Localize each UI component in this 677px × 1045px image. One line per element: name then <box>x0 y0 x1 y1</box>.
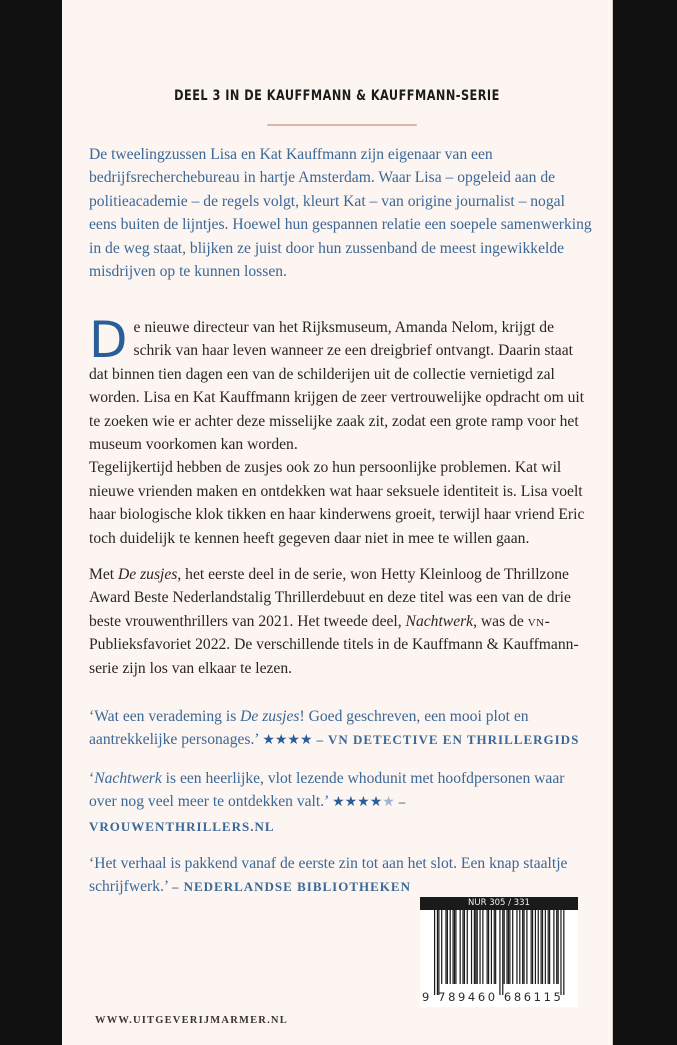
book-back-cover <box>62 0 613 1045</box>
quote-text: ‘ <box>89 769 95 787</box>
vn-abbrev: vn <box>527 612 545 630</box>
barcode-bar <box>526 910 527 984</box>
barcode-bar <box>464 910 465 984</box>
isbn-barcode <box>420 897 578 1007</box>
barcode-bar <box>553 910 554 984</box>
quote-text: ‘Wat een verademing is <box>89 708 241 725</box>
barcode-bar <box>455 910 456 984</box>
barcode-bar <box>516 910 517 984</box>
half-star-icon: ★ <box>382 795 395 811</box>
barcode-bar <box>482 910 483 984</box>
star-rating-icon <box>262 733 312 748</box>
barcode-bar <box>488 910 489 984</box>
barcode-bar <box>499 910 500 995</box>
barcode-bar <box>460 910 461 984</box>
barcode-bar <box>437 910 438 995</box>
barcode-bar <box>545 910 546 984</box>
barcode-bar <box>509 910 510 984</box>
barcode-bar <box>560 910 561 995</box>
awards-text: , het eerste deel in de serie, won Hetty Kleinloog de Thrillzone Award Beste Nederlandstalig Thrillerdebuut en deze titel was een van de drie beste vrouwenthrillers van 2021. Het tweede deel, <box>89 566 571 630</box>
barcode-bar <box>523 910 524 984</box>
barcode-bar <box>541 910 542 984</box>
barcode-bar <box>434 910 435 995</box>
barcode-bar <box>491 910 492 984</box>
barcode-bar <box>538 910 539 984</box>
barcode-bar <box>563 910 564 995</box>
barcode-bar <box>531 910 532 984</box>
barcode-bar <box>522 910 523 984</box>
barcode-bar <box>438 910 439 995</box>
awards-text: , was de <box>473 612 528 630</box>
nur-label: NUR 305 / 331 <box>420 897 578 910</box>
barcode-bar <box>487 910 488 984</box>
barcode-bar <box>519 910 520 984</box>
book-title-de-zusjes: De zusjes <box>118 566 178 583</box>
barcode-bar <box>556 910 557 984</box>
awards-text: Met <box>89 566 119 583</box>
barcode-bar <box>535 910 536 984</box>
barcode-bar <box>504 910 505 984</box>
heading-divider <box>267 124 417 126</box>
publisher-website: WWW.UITGEVERIJMARMER.NL <box>95 1015 288 1026</box>
barcode-bar <box>467 910 468 984</box>
barcode-bar <box>558 910 559 984</box>
isbn-number: 9 789460 686115 <box>422 990 564 1004</box>
barcode-bar <box>471 910 472 984</box>
barcode-bar <box>445 910 446 984</box>
full-stars-icon: ★★★★ <box>262 733 313 749</box>
barcode-bar <box>512 910 513 984</box>
barcode-bar <box>462 910 463 984</box>
barcode-bar <box>506 910 507 984</box>
blurb-text: De tweelingzussen Lisa en Kat Kauffmann zijn eigenaar van een bedrijfsrecherchebureau in hartje Amsterdam. Waar Lisa – opgeleid aan de politieacademie – de regels volgt, kleurt Kat – van origine journalist – nogal eens buiten de lijntjes. Hoewel hun gespannen relatie een soepele samenwerking in de weg staat, blijken ze juist door hun zussenband de meest ingewikkelde misdrijven op te kunnen lossen. <box>89 146 592 281</box>
barcode-bar <box>454 910 455 984</box>
barcode-bar <box>532 910 533 984</box>
review-quote <box>89 767 595 838</box>
review-quote <box>89 852 595 899</box>
story-paragraph-2: Tegelijkertijd hebben de zusjes ook zo hun persoonlijke problemen. Kat wil nieuwe vrienden maken en ontdekken wat haar seksuele identiteit is. Lisa voelt haar biologische klok tikken en haar kinderwens groeit, terwijl haar vriend Eric toch duidelijk te kennen heeft gegeven daar niet in mee te willen gaan. <box>89 459 585 547</box>
barcode-bar <box>479 910 480 984</box>
quote-source: – VROUWENTHRILLERS.NL <box>89 794 407 834</box>
barcode-bars-icon <box>420 910 578 995</box>
barcode-bar <box>548 910 549 984</box>
barcode-bar <box>495 910 496 984</box>
quote-text: ! Goed geschreven, een mooi plot en aantrekkelijke personages.’ <box>89 708 529 749</box>
star-rating-icon <box>332 795 395 810</box>
barcode-bar <box>542 910 543 984</box>
full-stars-icon: ★★★★ <box>332 795 383 811</box>
barcode-bar <box>502 910 503 995</box>
drop-cap: D <box>89 311 128 369</box>
quote-book-title: Nachtwerk <box>94 769 162 787</box>
review-quote <box>89 705 595 753</box>
awards-text: -Publieksfavoriet 2022. De verschillende titels in de Kauffmann & Kauffmann-serie zijn los van elkaar te lezen. <box>89 612 579 677</box>
story-paragraph-1 <box>89 311 595 456</box>
barcode-bar <box>477 910 478 984</box>
review-quotes <box>89 705 595 913</box>
barcode-bar <box>474 910 475 984</box>
barcode-bar <box>447 910 448 984</box>
awards-paragraph <box>89 563 595 680</box>
barcode-bar <box>549 910 550 984</box>
story-paragraph-1-text: e nieuwe directeur van het Rijksmuseum, Amanda Nelom, krijgt de schrik van haar leven wanneer ze een dreigbrief ontvangt. Daarin staat dat binnen tien dagen een van de schilderijen uit de collectie vernietigd zal worden. Lisa en Kat Kauffmann krijgen de zeer vertrouwelijke opdracht om uit te zoeken wie er achter deze misselijke zaak zit, zodat een grote ramp voor het museum voorkomen kan worden. <box>89 319 585 454</box>
barcode-bar <box>450 910 451 984</box>
barcode-bar <box>441 910 442 984</box>
quote-source: – NEDERLANDSE BIBLIOTHEKEN <box>171 879 411 895</box>
quote-text: is een heerlijke, vlot lezende whodunit met hoofdpersonen waar over nog veel meer te ontdekken valt.’ <box>89 769 565 811</box>
quote-book-title: De zusjes <box>240 708 300 725</box>
barcode-bar <box>508 910 509 984</box>
book-title-nachtwerk: Nachtwerk <box>405 612 474 630</box>
barcode-bar <box>452 910 453 984</box>
series-heading: DEEL 3 IN DE KAUFFMANN & KAUFFMANN-SERIE <box>174 88 500 104</box>
barcode-bar <box>475 910 476 984</box>
barcode-bar <box>494 910 495 984</box>
story-summary <box>89 311 595 550</box>
quote-source: – VN DETECTIVE EN THRILLERGIDS <box>316 732 580 748</box>
quote-text: ‘Het verhaal is pakkend vanaf de eerste zin tot aan het slot. Een knap staaltje schrijfwerk.’ <box>89 855 568 896</box>
